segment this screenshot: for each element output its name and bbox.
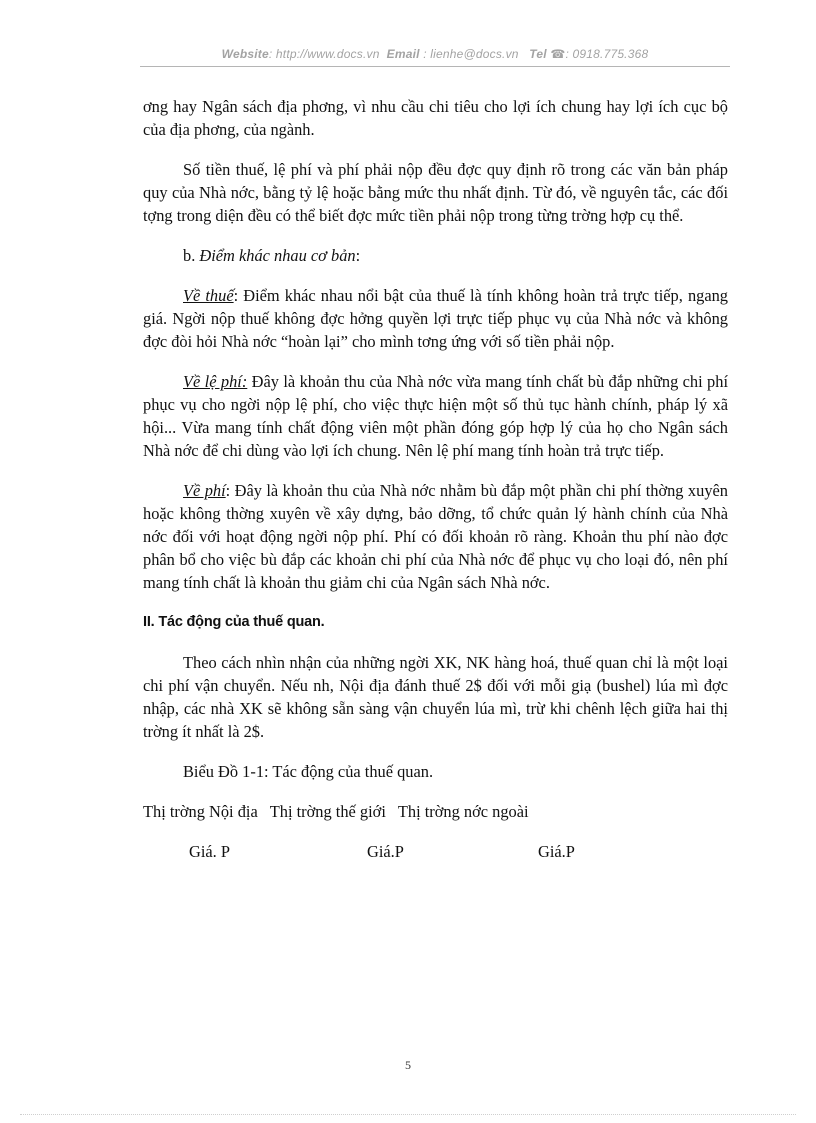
phone-icon: ☎	[550, 47, 566, 61]
price-label-foreign: Giá.P	[538, 842, 575, 861]
footer-dotted-line	[20, 1114, 796, 1115]
price-label-domestic: Giá. P	[189, 842, 230, 861]
paragraph-tax-amount: Số tiền thuế, lệ phí và phí phải nộp đều đợc quy định rõ trong các văn bản pháp quy của Nhà nớc, bằng tỷ lệ hoặc bằng mức thu nhất định. Từ đó, về nguyên tắc, các đối tợng trong diện đều có thể biết đợc mức tiền phải nộp trong từng trờng hợp cụ thể.	[143, 160, 728, 225]
subheading-suffix: :	[355, 246, 361, 265]
figure-caption: Biểu Đồ 1-1: Tác động của thuế quan.	[183, 762, 434, 781]
price-labels-row	[143, 840, 728, 863]
label-about-fee: Về lệ phí:	[183, 372, 248, 391]
paragraph-tariff-impact: Theo cách nhìn nhận của những ngời XK, NK hàng hoá, thuế quan chỉ là một loại chi phí vận chuyển. Nếu nh, Nội địa đánh thuế 2$ đối với mỗi giạ (bushel) lúa mì đợc nhập, các nhà XK sẽ không sẵn sàng vận chuyển lúa mì, trừ khi chênh lệch giữa hai thị trờng ít nhất là 2$.	[143, 653, 728, 741]
paragraph-about-charge	[143, 479, 728, 594]
paragraph-about-tax	[143, 284, 728, 353]
label-about-tax: Về thuế	[183, 286, 234, 305]
website-url[interactable]: : http://www.docs.vn	[268, 47, 380, 61]
page-header	[140, 47, 730, 61]
text-about-fee: Đây là khoản thu của Nhà nớc vừa mang tính chất bù đắp những chi phí phục vụ cho ngời nộp lệ phí, cho việc thực hiện một số thủ tục hành chính, pháp lý xã hội... Vừa mang tính chất động viên một phần đóng góp hợp lý của họ cho Ngân sách Nhà nớc để chi dùng vào lợi ích chung. Nên lệ phí mang tính hoàn trả trực tiếp.	[143, 372, 728, 460]
header-divider	[140, 66, 730, 67]
paragraph-continuation: ơng hay Ngân sách địa phơng, vì nhu cầu chi tiêu cho lợi ích chung hay lợi ích cục bộ của địa phơng, của ngành.	[143, 97, 728, 139]
tel-label: Tel	[529, 47, 547, 61]
text-about-tax: : Điểm khác nhau nổi bật của thuế là tính không hoàn trả trực tiếp, ngang giá. Ngời nộp thuế không đợc hởng quyền lợi trực tiếp phục vụ của Nhà nớc và không đợc đòi hỏi Nhà nớc “hoàn lại” cho mình tơng ứng với số tiền phải nộp.	[143, 286, 728, 351]
market-label-world: Thị trờng thế giới	[269, 802, 386, 821]
market-label-foreign: Thị trờng nớc ngoài	[397, 802, 529, 821]
subheading-title: Điểm khác nhau cơ bản	[199, 246, 356, 265]
market-labels-row	[143, 800, 728, 823]
email-label: Email	[386, 47, 420, 61]
page-number: 5	[405, 1058, 411, 1072]
label-about-charge: Về phí	[183, 481, 226, 500]
text-about-charge: : Đây là khoản thu của Nhà nớc nhằm bù đắp một phần chi phí thờng xuyên hoặc không thờng xuyên về xây dựng, bảo dỡng, tổ chức quản lý hành chính của Nhà nớc đối với hoạt động ngời nộp phí. Phí có đối khoản rõ ràng. Khoản thu phí nào đợc phân bổ cho việc bù đắp các khoản chi phí của Nhà nớc để phục vụ cho loại đó, nên phí mang tính chất là khoản thu giảm chi của Ngân sách Nhà nớc.	[143, 481, 728, 592]
website-label: Website	[221, 47, 269, 61]
subheading-prefix: b.	[183, 246, 200, 265]
price-label-world: Giá.P	[367, 842, 404, 861]
tel-number: : 0918.775.368	[565, 47, 649, 61]
section-heading: II. Tác động của thuế quan.	[143, 614, 325, 630]
paragraph-about-fee	[143, 370, 728, 462]
email-address[interactable]: : lienhe@docs.vn	[423, 47, 519, 61]
subheading-differences	[143, 244, 728, 267]
document-body	[143, 95, 728, 863]
market-label-domestic: Thị trờng Nội địa	[143, 802, 258, 821]
